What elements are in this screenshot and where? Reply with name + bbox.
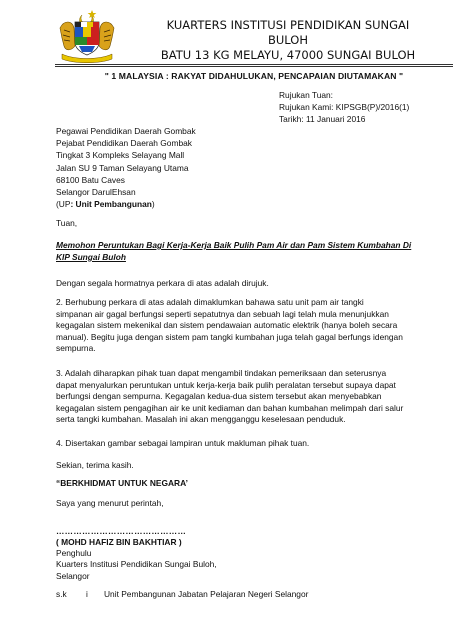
paragraph-line: berfungsi dengan sempurna. Kegagalan kedua-dua sistem tersebut akan menyebabkan [56, 391, 382, 402]
closing: Sekian, terima kasih. [56, 460, 134, 470]
recipient-line: Pegawai Pendidikan Daerah Gombak [56, 126, 196, 136]
recipient-line: Jalan SU 9 Taman Selayang Utama [56, 162, 189, 173]
ref-kami: Rujukan Kami: KIPSGB(P)/2016(1) [279, 102, 410, 112]
letterhead-line-3: BATU 13 KG MELAYU, 47000 SUNGAI BULOH [160, 48, 416, 62]
copy-to-recipient: Unit Pembangunan Jabatan Pelajaran Negeri Selangor [104, 589, 309, 599]
signatory-block [56, 537, 217, 582]
subject-line: Memohon Peruntukan Bagi Kerja-Kerja Baik Pulih Pam Air dan Pam Sistem Kumbahan Di [56, 240, 412, 250]
signatory-state: Selangor [56, 570, 90, 581]
recipient-address [56, 125, 426, 210]
recipient-line: 68100 Batu Caves [56, 174, 125, 185]
copy-to-label: s.k [56, 589, 67, 599]
institution-letterhead [138, 18, 438, 62]
copy-to-numeral: i [86, 589, 88, 599]
paragraph-line: kegagalan sistem pengagihan air ke unit kediaman dan bahan kumbahan melimpah dari salur [56, 402, 404, 413]
ref-date: Tarikh: 11 Januari 2016 [279, 114, 366, 124]
reference-block [279, 89, 409, 125]
paragraph-line: 3. Adalah diharapkan pihak tuan dapat mengambil tindakan pemeriksaan dan seterusnya [56, 368, 387, 378]
letter-subject [56, 240, 436, 264]
coat-of-arms-icon [56, 6, 118, 64]
letterhead-line-1: KUARTERS INSTITUSI PENDIDIKAN SUNGAI [166, 18, 410, 32]
faithful-line: Saya yang menurut perintah, [56, 498, 164, 508]
attention-unit: : Unit Pembangunan [70, 199, 152, 210]
signatory-org: Kuarters Institusi Pendidikan Sungai Buloh, [56, 559, 217, 570]
recipient-line: Tingkat 3 Kompleks Selayang Mall [56, 150, 185, 161]
ref-tuan: Rujukan Tuan: [279, 90, 334, 100]
paragraph-2 [56, 297, 428, 355]
opening-line: Dengan segala hormatnya perkara di atas adalah dirujuk. [56, 278, 269, 288]
service-slogan: “BERKHIDMAT UNTUK NEGARA’ [56, 478, 188, 488]
paragraph-line: 2. Berhubung perkara di atas adalah dimaklumkan bahawa satu unit pam air tangki [56, 297, 364, 307]
signature-line: ……………………………………… [56, 526, 187, 536]
copy-to [56, 589, 308, 599]
attention-suffix: ) [151, 199, 155, 210]
paragraph-line: dapat menyalurkan peruntukan untuk kerja-kerja baik pulih peralatan tersebut supaya dapat [56, 379, 396, 390]
subject-line: KIP Sungai Buloh [56, 251, 126, 262]
attention-prefix: (UP [56, 199, 71, 210]
paragraph-line: simpanan air gagal berfungsi seperti sepatutnya dan sebuah lagi telah mula menunjukkan [56, 308, 389, 319]
paragraph-line: sempurna. [56, 343, 96, 354]
paragraph-4: 4. Disertakan gambar sebagai lampiran untuk makluman pihak tuan. [56, 438, 310, 448]
header-divider-secondary [55, 66, 453, 67]
salutation: Tuan, [56, 218, 78, 228]
recipient-line: Pejabat Pendidikan Daerah Gombak [56, 138, 192, 149]
recipient-attention [56, 198, 426, 210]
slogan-motto: " 1 MALAYSIA : RAKYAT DIDAHULUKAN, PENCAPAIAN DIUTAMAKAN " [104, 71, 404, 81]
paragraph-line: serta tangki kumbahan. Masalah ini akan mengganggu keselesaan penduduk. [56, 414, 346, 425]
paragraph-3 [56, 368, 428, 426]
signatory-title: Penghulu [56, 548, 92, 559]
recipient-line: Selangor DarulEhsan [56, 187, 136, 198]
signatory-name: ( MOHD HAFIZ BIN BAKHTIAR ) [56, 537, 182, 547]
letterhead-line-2: BULOH [267, 33, 308, 47]
header-divider [55, 64, 453, 65]
paragraph-line: manual). Begitu juga dengan sistem pam tangki kumbahan juga telah gagal berfungs idengan [56, 331, 403, 342]
paragraph-line: kegagalan sistem mekenikal dan sistem pendawaian automatic elektrik (hanya boleh secara [56, 320, 398, 331]
